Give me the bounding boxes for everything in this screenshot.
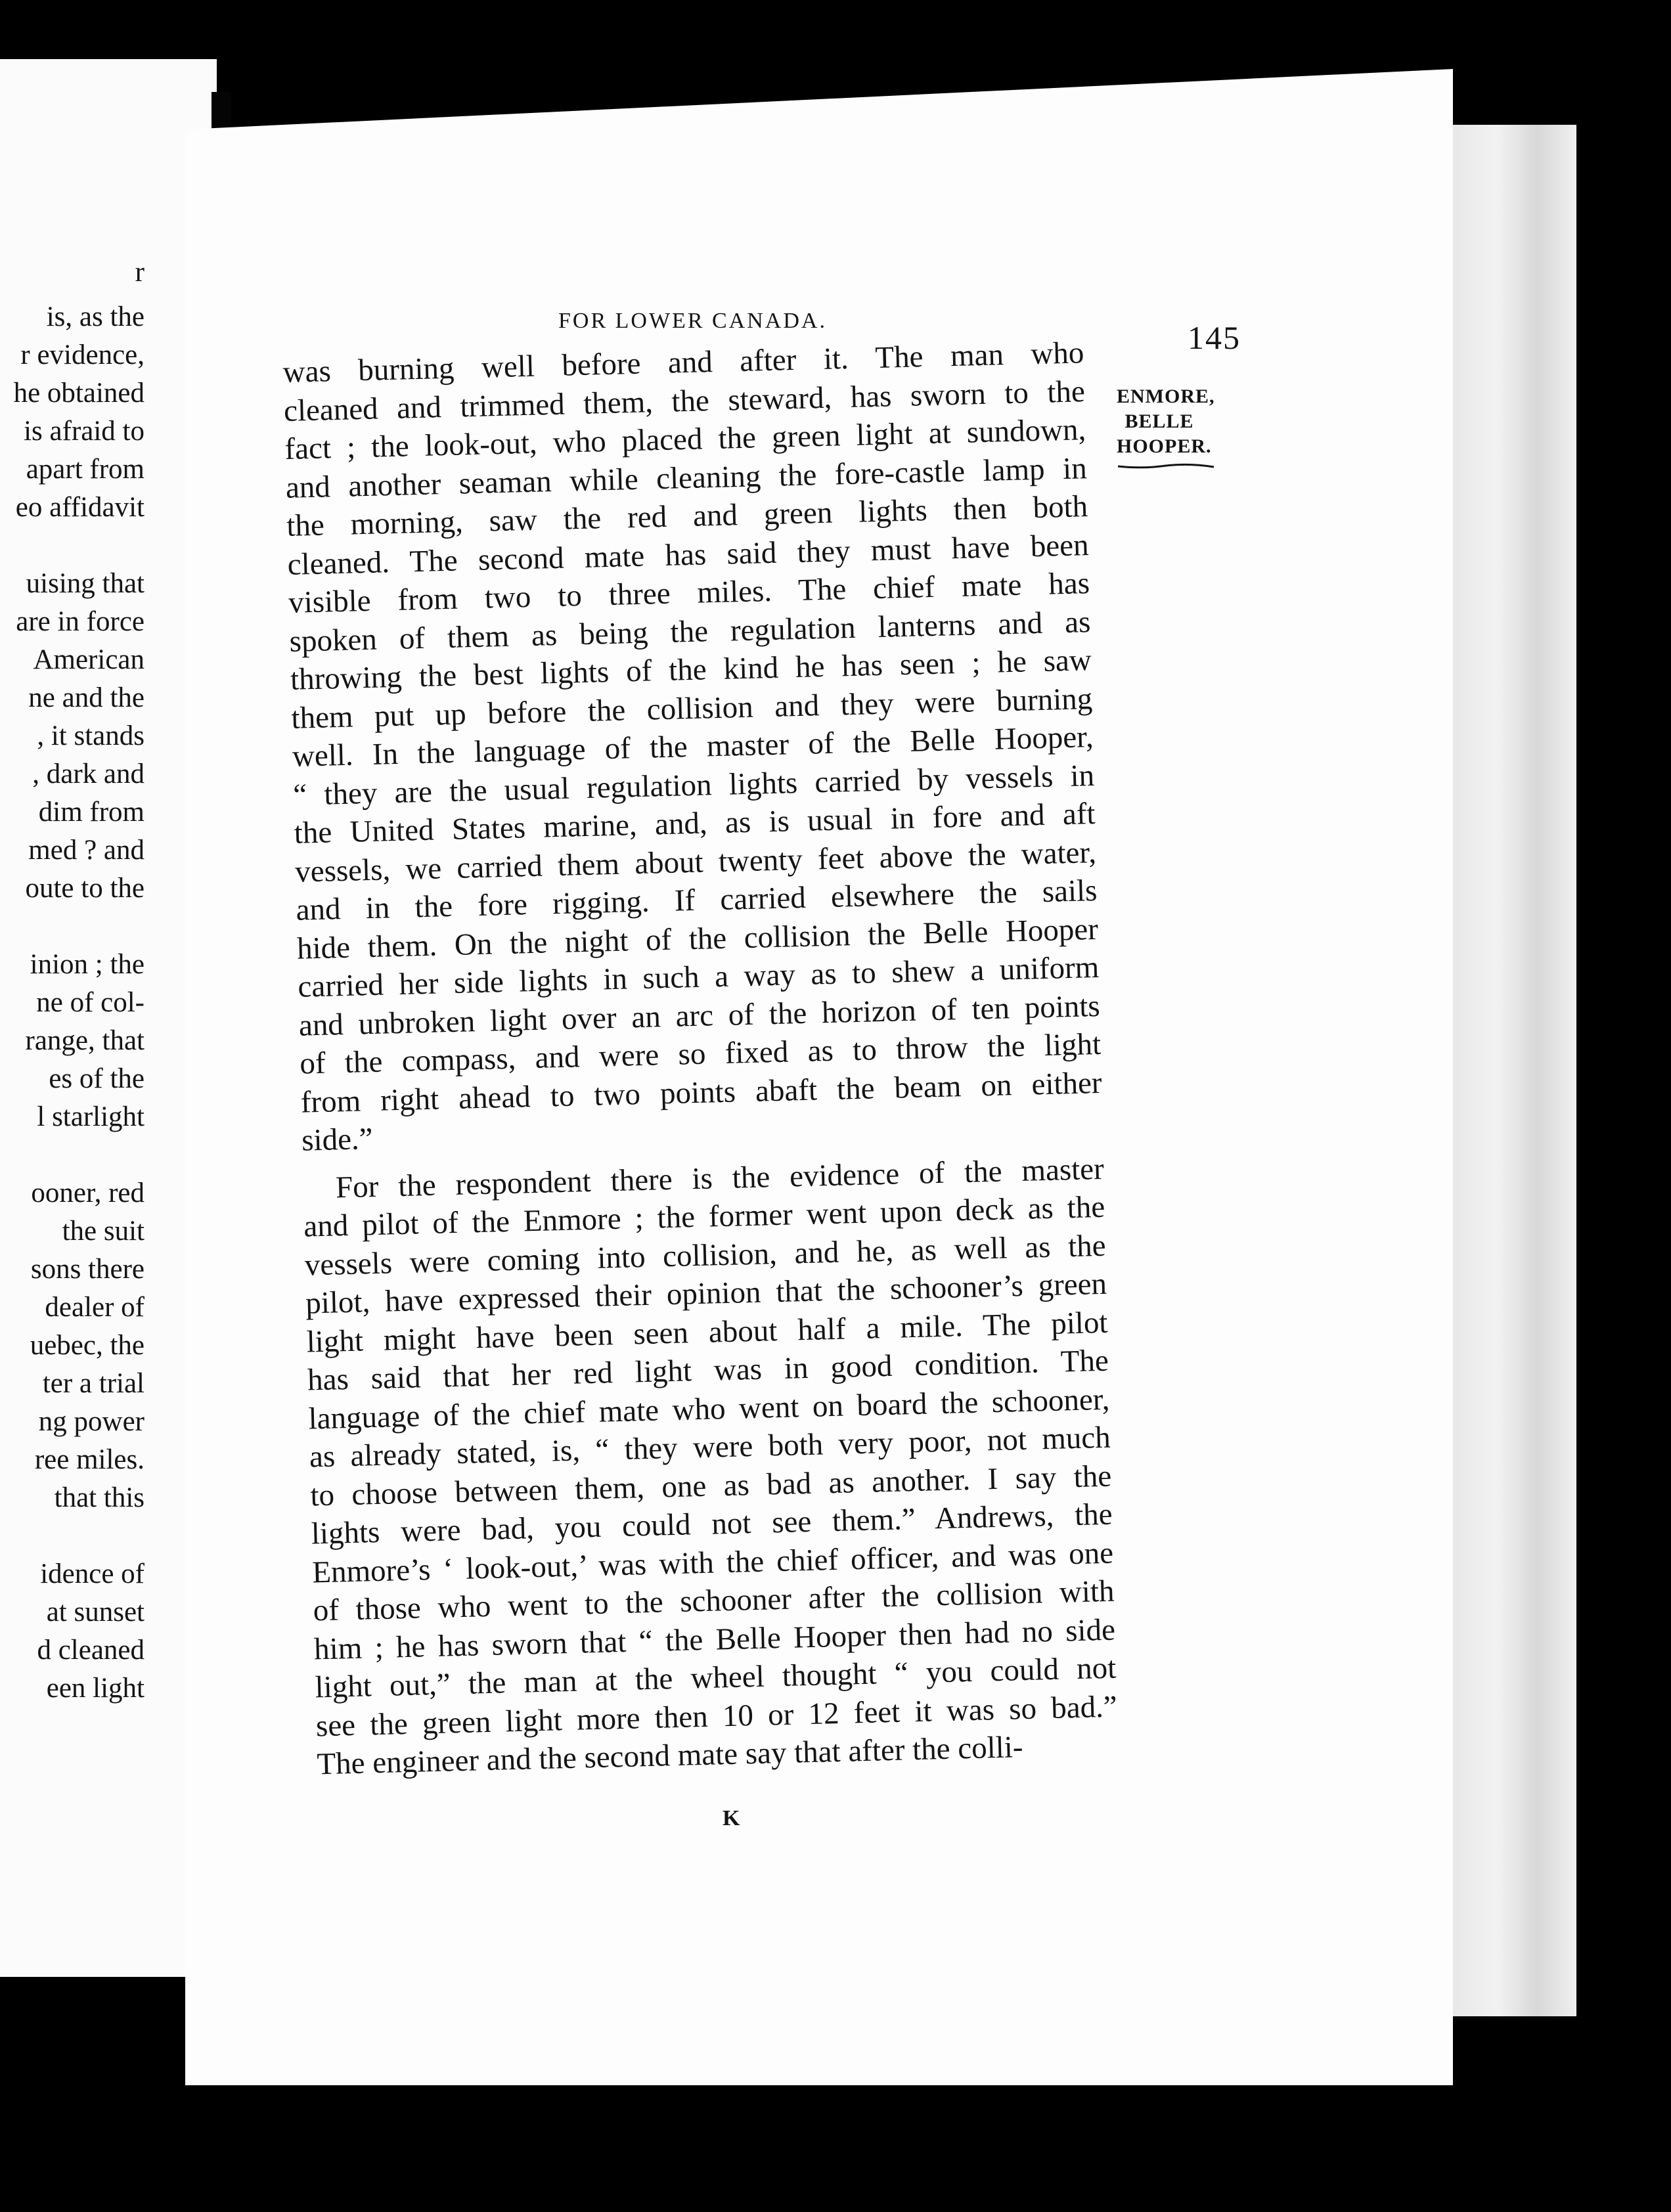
left-page-line: ter a trial [42, 1368, 145, 1399]
left-page-line: dim from [38, 797, 145, 828]
body-line: was burning well before and after it. The man who [282, 336, 1084, 389]
body-line: side.” [301, 1122, 374, 1158]
page-number: 145 [1188, 319, 1241, 356]
body-line: visible from two to three miles. The chief mate has [288, 566, 1090, 620]
body-line: has said that her red light was in good condition. The [307, 1343, 1109, 1398]
body-line: “ they are the usual regulation lights carried by vessels in [292, 758, 1095, 812]
left-page-line: een light [46, 1673, 145, 1704]
body-line: vessels, we carried them about twenty feet above the water, [294, 835, 1097, 889]
body-line: see the green light more then 10 or 12 feet it was so bad.” [315, 1689, 1118, 1743]
body-line: them put up before the collision and they were burning [290, 681, 1093, 736]
body-line: For the respondent there is the evidence of the master [335, 1151, 1105, 1205]
left-page-line: dealer of [45, 1292, 145, 1323]
body-line: lights were bad, you could not see them.” Andrews, the [311, 1497, 1113, 1551]
body-line: The engineer and the second mate say that after the colli- [316, 1730, 1024, 1782]
left-page-line: , it stands [37, 720, 145, 751]
left-page-line: uising that [26, 568, 145, 599]
left-page-line: , dark and [32, 759, 145, 789]
body-line: him ; he has sworn that “ the Belle Hooper then had no side [313, 1612, 1116, 1666]
body-line: and pilot of the Enmore ; the former went upon deck as the [303, 1189, 1105, 1244]
body-line: language of the chief mate who went on board the schooner, [307, 1382, 1110, 1436]
left-page-line: d cleaned [37, 1635, 145, 1666]
left-page-line: ooner, red [31, 1178, 145, 1208]
left-page-line: range, that [25, 1025, 145, 1056]
left-page-line: r [135, 257, 145, 288]
left-page-line: that this [54, 1482, 145, 1513]
left-page-line: the suit [62, 1216, 145, 1247]
left-page-line: uebec, the [30, 1330, 145, 1361]
body-line: and in the fore rigging. If carried elsewhere the sails [296, 873, 1098, 927]
ornament-swash-icon [1117, 463, 1215, 470]
body-line: the United States marine, and, as is usual in fore and aft [294, 796, 1096, 851]
body-line: and another seaman while cleaning the fore-castle lamp in [285, 451, 1088, 505]
body-line: well. In the language of the master of the Belle Hooper, [292, 720, 1094, 774]
body-line: of those who went to the schooner after the collision with [313, 1574, 1115, 1628]
left-facing-page [0, 59, 217, 1977]
left-page-line: ree miles. [34, 1444, 145, 1475]
left-page-line: ng power [38, 1406, 145, 1437]
body-line: as already stated, is, “ they were both very poor, not much [309, 1420, 1111, 1474]
body-line: pilot, have expressed their opinion that the schooner’s green [305, 1266, 1107, 1321]
page-edges [1445, 125, 1576, 2016]
margin-note-line: ENMORE, [1117, 386, 1215, 407]
body-line: cleaned and trimmed them, the steward, has sworn to the [283, 374, 1086, 428]
body-line: cleaned. The second mate has said they must have been [287, 527, 1090, 582]
body-line: hide them. On the night of the collision the Belle Hooper [296, 912, 1099, 966]
signature-mark: K [723, 1806, 740, 1830]
left-page-line: idence of [40, 1559, 145, 1589]
body-line: throwing the best lights of the kind he has seen ; he saw [290, 643, 1092, 697]
left-page-line: es of the [49, 1063, 145, 1094]
left-page-line: oute to the [25, 873, 145, 904]
left-page-line: med ? and [28, 835, 145, 866]
left-page-line: r evidence, [20, 340, 145, 370]
body-line: the morning, saw the red and green lights then both [286, 489, 1088, 543]
left-page-line: l starlight [37, 1101, 145, 1132]
left-page-line: at sunset [46, 1597, 145, 1627]
margin-note-line: HOOPER. [1117, 435, 1212, 457]
left-page-line: are in force [16, 606, 145, 637]
body-line: light out,” the man at the wheel thought “ you could not [314, 1650, 1117, 1705]
left-page-line: American [33, 644, 145, 675]
body-line: Enmore’s ‘ look-out,’ was with the chief officer, and was one [311, 1536, 1114, 1589]
body-line: to choose between them, one as bad as another. I say the [309, 1459, 1112, 1513]
left-page-line: eo affidavit [15, 492, 145, 523]
body-line: fact ; the look-out, who placed the green light at sundown, [284, 412, 1086, 466]
left-page-line: inion ; the [30, 949, 145, 980]
margin-note-line: BELLE [1125, 410, 1194, 432]
margin-note [1117, 384, 1215, 470]
left-page-line: is afraid to [24, 416, 145, 447]
body-line: and unbroken light over an arc of the horizon of ten points [298, 988, 1101, 1043]
body-line: light might have been seen about half a mile. The pilot [306, 1305, 1109, 1360]
left-page-line: is, as the [39, 301, 145, 332]
body-line: carried her side lights in such a way as to shew a uniform [297, 950, 1100, 1004]
body-line: from right ahead to two points abaft the beam on either [300, 1065, 1103, 1120]
left-page-line: ne and the [28, 682, 145, 713]
body-line: of the compass, and were so fixed as to throw the light [299, 1027, 1102, 1081]
running-title: FOR LOWER CANADA. [558, 309, 827, 333]
left-page-line: ne of col- [36, 987, 145, 1018]
left-page-line: he obtained [13, 378, 145, 409]
left-page-line: apart from [26, 454, 145, 485]
body-line: vessels were coming into collision, and he, as well as the [304, 1228, 1107, 1283]
left-page-line: sons there [30, 1254, 145, 1285]
body-line: spoken of them as being the regulation lanterns and as [289, 604, 1091, 659]
